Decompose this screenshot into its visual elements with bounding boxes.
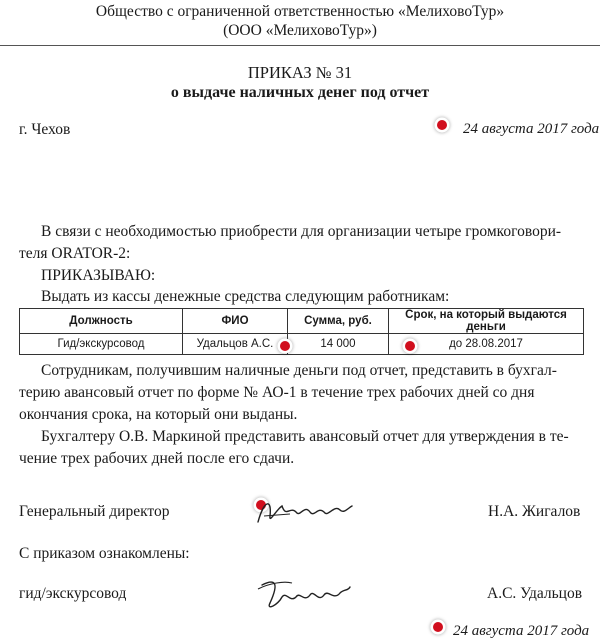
column-header-term: Срок, на который выдаются деньги bbox=[389, 309, 584, 334]
paragraph-accountant bbox=[19, 426, 582, 470]
marker-dot-icon bbox=[437, 120, 447, 130]
order-title: ПРИКАЗ № 31 bbox=[247, 63, 353, 82]
acquaintance-date: 24 августа 2017 года bbox=[453, 623, 590, 639]
header-divider bbox=[0, 45, 600, 46]
director-name: Н.А. Жигалов bbox=[488, 503, 581, 520]
marker-dot-icon bbox=[280, 341, 290, 351]
paragraph-purpose bbox=[19, 221, 582, 265]
column-header-amount: Сумма, руб. bbox=[288, 309, 389, 334]
cell-position: Гид/экскурсовод bbox=[20, 334, 183, 355]
cell-name: Удальцов А.С. bbox=[183, 334, 288, 355]
order-city: г. Чехов bbox=[19, 121, 71, 138]
order-subject: о выдаче наличных денег под отчет bbox=[170, 84, 430, 101]
org-full-name: Общество с ограниченной ответственностью «МелиховоТур» bbox=[95, 3, 505, 20]
paragraph-report-line3: окончания срока, на который они выданы. bbox=[19, 406, 298, 423]
advance-table bbox=[19, 308, 584, 355]
paragraph-issue bbox=[19, 286, 582, 308]
guide-title: гид/экскурсовод bbox=[19, 585, 127, 602]
table-header-row bbox=[20, 309, 584, 334]
guide-name: А.С. Удальцов bbox=[487, 585, 583, 602]
guide-signature bbox=[252, 575, 356, 613]
paragraph-report-line1: Сотрудникам, получившим наличные деньги под отчет, представить в бухгал- bbox=[41, 362, 557, 379]
marker-dot-icon bbox=[433, 622, 443, 632]
column-header-position: Должность bbox=[20, 309, 183, 334]
paragraph-purpose-line2: теля ORATOR-2: bbox=[19, 245, 131, 262]
paragraph-accountant-line1: Бухгалтеру О.В. Маркиной представить авансовый отчет для утверждения в те- bbox=[41, 428, 569, 445]
table-row bbox=[20, 334, 584, 355]
acquainted-label: С приказом ознакомлены: bbox=[19, 545, 190, 562]
paragraph-report-line2: терию авансовый отчет по форме № АО-1 в течение трех рабочих дней со дня bbox=[19, 384, 535, 401]
cell-term: до 28.08.2017 bbox=[389, 334, 584, 355]
paragraph-report bbox=[19, 360, 582, 426]
cell-amount: 14 000 bbox=[288, 334, 389, 355]
director-signature bbox=[250, 492, 360, 530]
order-word: ПРИКАЗЫВАЮ: bbox=[41, 267, 156, 284]
marker-dot-icon bbox=[405, 341, 415, 351]
org-short-name: (ООО «МелиховоТур») bbox=[223, 22, 377, 39]
order-date: 24 августа 2017 года bbox=[463, 121, 600, 137]
paragraph-order bbox=[19, 265, 582, 287]
director-title: Генеральный директор bbox=[19, 503, 170, 520]
column-header-name: ФИО bbox=[183, 309, 288, 334]
paragraph-accountant-line2: чение трех рабочих дней после его сдачи. bbox=[19, 450, 295, 467]
issue-text: Выдать из кассы денежные средства следующим работникам: bbox=[41, 288, 450, 305]
paragraph-purpose-line1: В связи с необходимостью приобрести для организации четыре громкоговори- bbox=[41, 223, 562, 240]
